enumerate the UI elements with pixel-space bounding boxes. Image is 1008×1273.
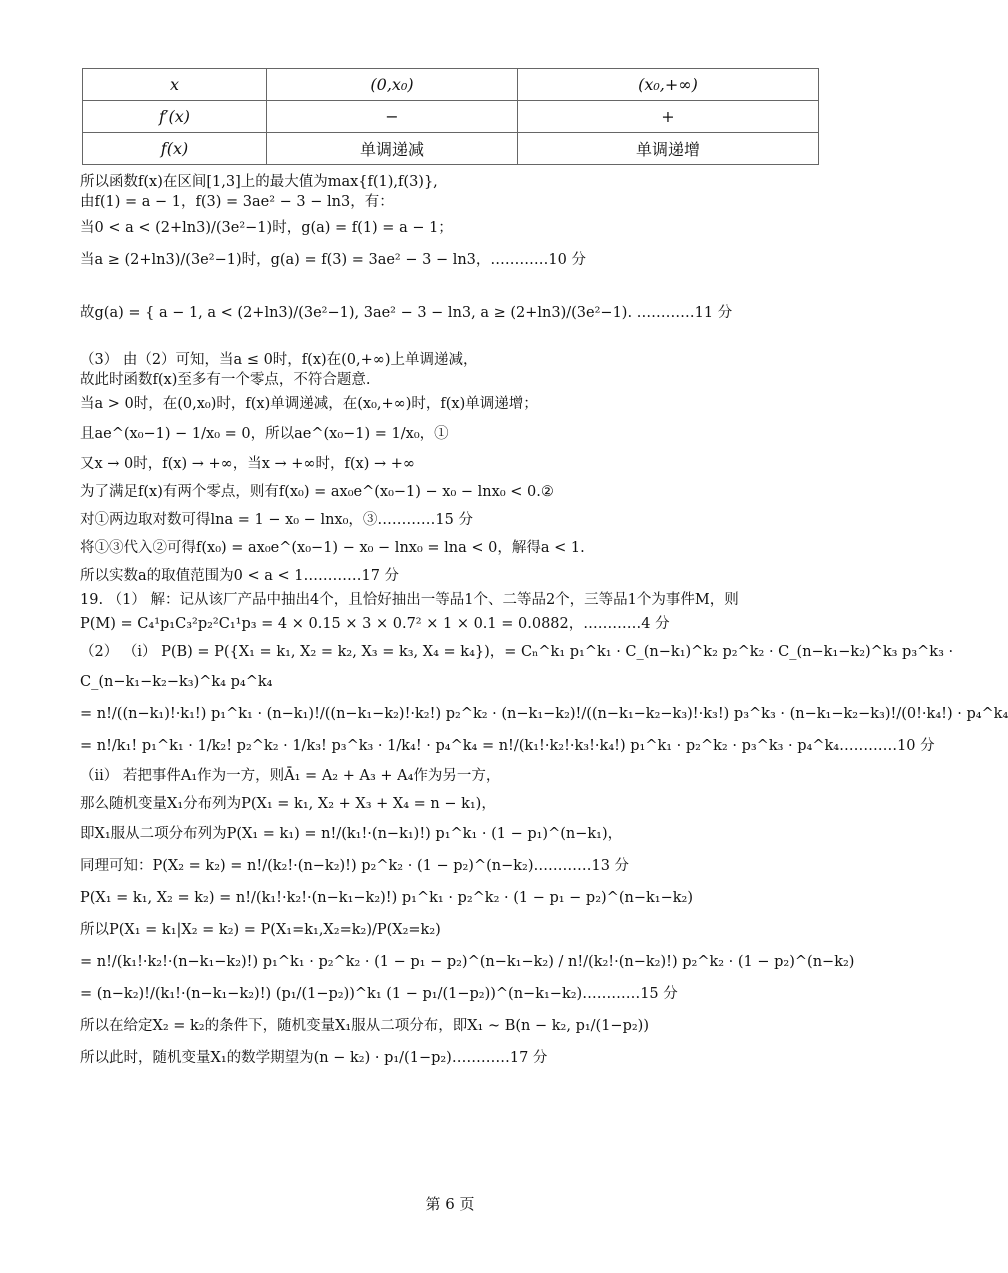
text-line: 所以函数f(x)在区间[1,3]上的最大值为max{f(1),f(3)}, — [80, 174, 438, 190]
text-line: = n!/(k₁!·k₂!·(n−k₁−k₂)!) p₁^k₁ · p₂^k₂ · (1 − p₁ − p₂)^(n−k₁−k₂) / n!/(k₂!·(n−k₂)!) p₂^k₂ · (1 − p₂)^(n−k₂) — [80, 954, 855, 970]
text-line: P(X₁ = k₁, X₂ = k₂) = n!/(k₁!·k₂!·(n−k₁−k₂)!) p₁^k₁ · p₂^k₂ · (1 − p₁ − p₂)^(n−k₁−k₂) — [80, 890, 693, 906]
text-line: 所以实数a的取值范围为0 < a < 1…………17 分 — [80, 568, 400, 584]
text-line: 当0 < a < (2+ln3)/(3e²−1)时，g(a) = f(1) = a − 1； — [80, 220, 453, 236]
text-line: 19. （1） 解：记从该厂产品中抽出4个，且恰好抽出一等品1个、二等品2个，三等品1个为事件M，则 — [80, 592, 739, 608]
text-line: 当a ≥ (2+ln3)/(3e²−1)时，g(a) = f(3) = 3ae² − 3 − ln3，…………10 分 — [80, 252, 586, 268]
text-line: P(M) = C₄¹p₁C₃²p₂²C₁¹p₃ = 4 × 0.15 × 3 × 0.7² × 1 × 0.1 = 0.0882，…………4 分 — [80, 616, 670, 632]
text-line: 当a > 0时，在(0,x₀)时，f(x)单调递减，在(x₀,+∞)时，f(x)单调递增； — [80, 396, 538, 412]
text-line: （2） （i） P(B) = P({X₁ = k₁, X₂ = k₂, X₃ = k₃, X₄ = k₄})，= Cₙ^k₁ p₁^k₁ · C_(n−k₁)^k₂ p₂^k₂ · C_(n−k₁−k₂)^k₃ p₃^k₃ · — [80, 644, 954, 660]
text-line: C_(n−k₁−k₂−k₃)^k₄ p₄^k₄ — [80, 674, 273, 690]
monotonicity-table — [82, 68, 819, 165]
text-line: 故此时函数f(x)至多有一个零点，不符合题意. — [80, 372, 371, 388]
table-cell: 单调递增 — [518, 133, 819, 165]
text-line: （3） 由（2）可知，当a ≤ 0时，f(x)在(0,+∞)上单调递减， — [80, 352, 478, 368]
table-cell: − — [267, 101, 518, 133]
table-row — [83, 101, 819, 133]
table-cell: x — [83, 69, 267, 101]
text-line: 所以此时，随机变量X₁的数学期望为(n − k₂) · p₁/(1−p₂)…………17 分 — [80, 1050, 548, 1066]
text-line: 对①两边取对数可得lna = 1 − x₀ − lnx₀，③…………15 分 — [80, 512, 473, 528]
text-line: = n!/((n−k₁)!·k₁!) p₁^k₁ · (n−k₁)!/((n−k₁−k₂)!·k₂!) p₂^k₂ · (n−k₁−k₂)!/((n−k₁−k₂−k₃)!·k₃!) p₃^k₃ · (n−k₁−k₂−k₃)!/(0!·k₄!) · p₄^k₄ — [80, 706, 1008, 722]
table-row — [83, 69, 819, 101]
text-line: 且ae^(x₀−1) − 1/x₀ = 0，所以ae^(x₀−1) = 1/x₀，① — [80, 426, 449, 442]
text-line: 同理可知：P(X₂ = k₂) = n!/(k₂!·(n−k₂)!) p₂^k₂ · (1 − p₂)^(n−k₂)…………13 分 — [80, 858, 630, 874]
text-line: 那么随机变量X₁分布列为P(X₁ = k₁, X₂ + X₃ + X₄ = n − k₁)， — [80, 796, 496, 812]
text-line: 将①③代入②可得f(x₀) = ax₀e^(x₀−1) − x₀ − lnx₀ = lna < 0，解得a < 1. — [80, 540, 585, 556]
text-line: 由f(1) = a − 1，f(3) = 3ae² − 3 − ln3，有： — [80, 194, 394, 210]
table-cell: f′(x) — [83, 101, 267, 133]
table-cell: f(x) — [83, 133, 267, 165]
solution-text — [80, 172, 1008, 1074]
text-line: 故g(a) = { a − 1, a < (2+ln3)/(3e²−1), 3ae² − 3 − ln3, a ≥ (2+ln3)/(3e²−1). …………11 分 — [80, 305, 733, 321]
text-line: 又x → 0时，f(x) → +∞，当x → +∞时，f(x) → +∞ — [80, 456, 415, 472]
text-line: 为了满足f(x)有两个零点，则有f(x₀) = ax₀e^(x₀−1) − x₀ − lnx₀ < 0.② — [80, 484, 554, 500]
page-number: 第 6 页 — [425, 1195, 475, 1213]
table-cell: (x₀,+∞) — [518, 69, 819, 101]
text-line: = (n−k₂)!/(k₁!·(n−k₁−k₂)!) (p₁/(1−p₂))^k₁ (1 − p₁/(1−p₂))^(n−k₁−k₂)…………15 分 — [80, 986, 678, 1002]
text-line: 所以P(X₁ = k₁|X₂ = k₂) = P(X₁=k₁,X₂=k₂)/P(X₂=k₂) — [80, 922, 441, 938]
table-cell: + — [518, 101, 819, 133]
text-line: = n!/k₁! p₁^k₁ · 1/k₂! p₂^k₂ · 1/k₃! p₃^k₃ · 1/k₄! · p₄^k₄ = n!/(k₁!·k₂!·k₃!·k₄!) p₁^k₁ · p₂^k₂ · p₃^k₃ · p₄^k₄…………10 分 — [80, 738, 935, 754]
table-row — [83, 133, 819, 165]
text-line: （ii） 若把事件A₁作为一方，则Ā₁ = A₂ + A₃ + A₄作为另一方， — [80, 768, 501, 784]
table-cell: (0,x₀) — [267, 69, 518, 101]
text-line: 所以在给定X₂ = k₂的条件下，随机变量X₁服从二项分布，即X₁ ~ B(n − k₂, p₁/(1−p₂)) — [80, 1018, 649, 1034]
text-line: 即X₁服从二项分布列为P(X₁ = k₁) = n!/(k₁!·(n−k₁)!) p₁^k₁ · (1 − p₁)^(n−k₁)， — [80, 826, 623, 842]
table-cell: 单调递减 — [267, 133, 518, 165]
